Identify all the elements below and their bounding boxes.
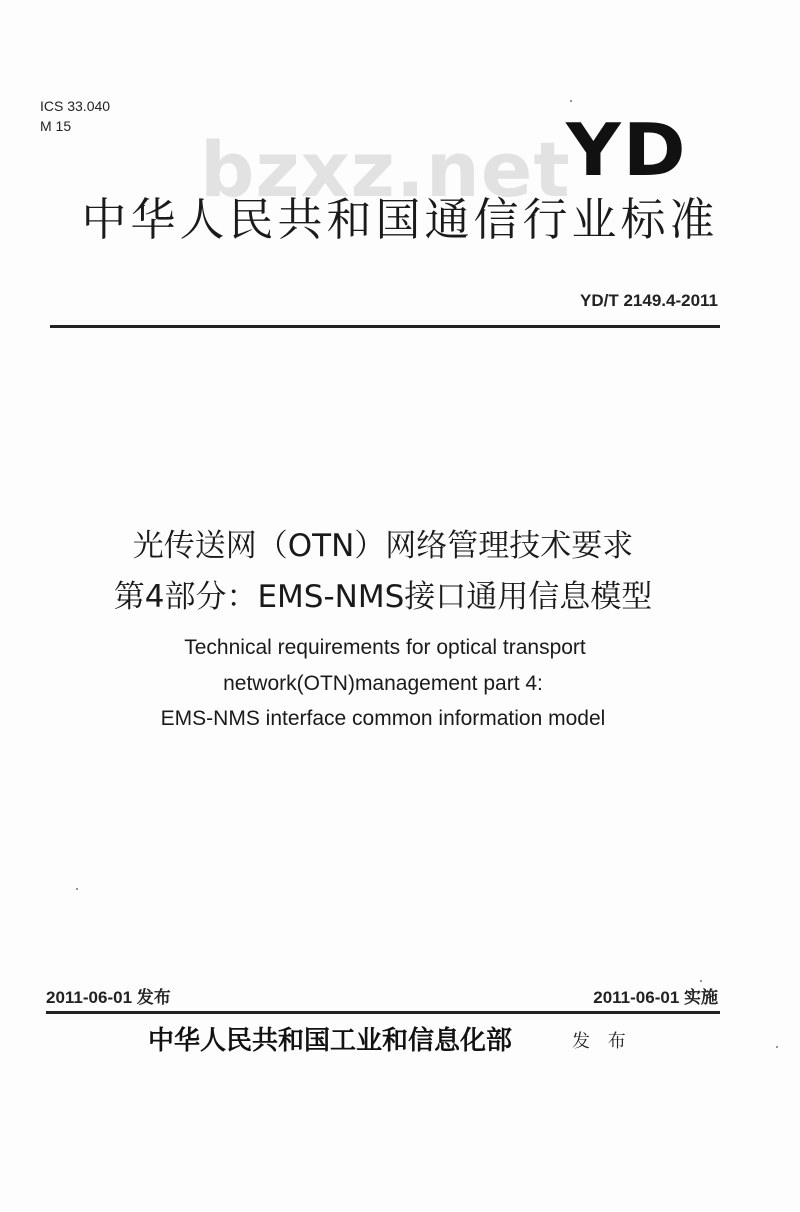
publish-date: 2011-06-01 发布 [46, 988, 171, 1007]
cn-title-line-1: 光传送网（OTN）网络管理技术要求 [132, 528, 634, 564]
top-divider [50, 325, 720, 328]
standard-category-title: 中华人民共和国通信行业标准 [81, 193, 719, 246]
scan-speck [776, 1046, 778, 1048]
scan-speck [700, 980, 702, 982]
effective-date: 2011-06-01 实施 [593, 988, 718, 1007]
yd-logo: YD [566, 108, 688, 192]
ccs-code: M 15 [40, 118, 72, 134]
watermark: bzxz.net [200, 125, 571, 214]
issuer-suffix: 发 布 [572, 1031, 632, 1052]
en-title-line-2: network(OTN)management part 4: [223, 672, 543, 695]
bottom-divider [46, 1011, 720, 1014]
cn-title-line-2: 第4部分：EMS-NMS接口通用信息模型 [113, 579, 653, 615]
en-title-line-3: EMS-NMS interface common information model [160, 707, 606, 730]
en-title-line-1: Technical requirements for optical transport [184, 636, 586, 659]
classification-codes [40, 96, 110, 136]
issuing-authority: 中华人民共和国工业和信息化部 [148, 1026, 513, 1056]
ics-code: ICS 33.040 [40, 98, 111, 114]
standard-number: YD/T 2149.4-2011 [580, 291, 718, 310]
scan-speck [570, 100, 572, 102]
scan-speck [76, 888, 78, 890]
